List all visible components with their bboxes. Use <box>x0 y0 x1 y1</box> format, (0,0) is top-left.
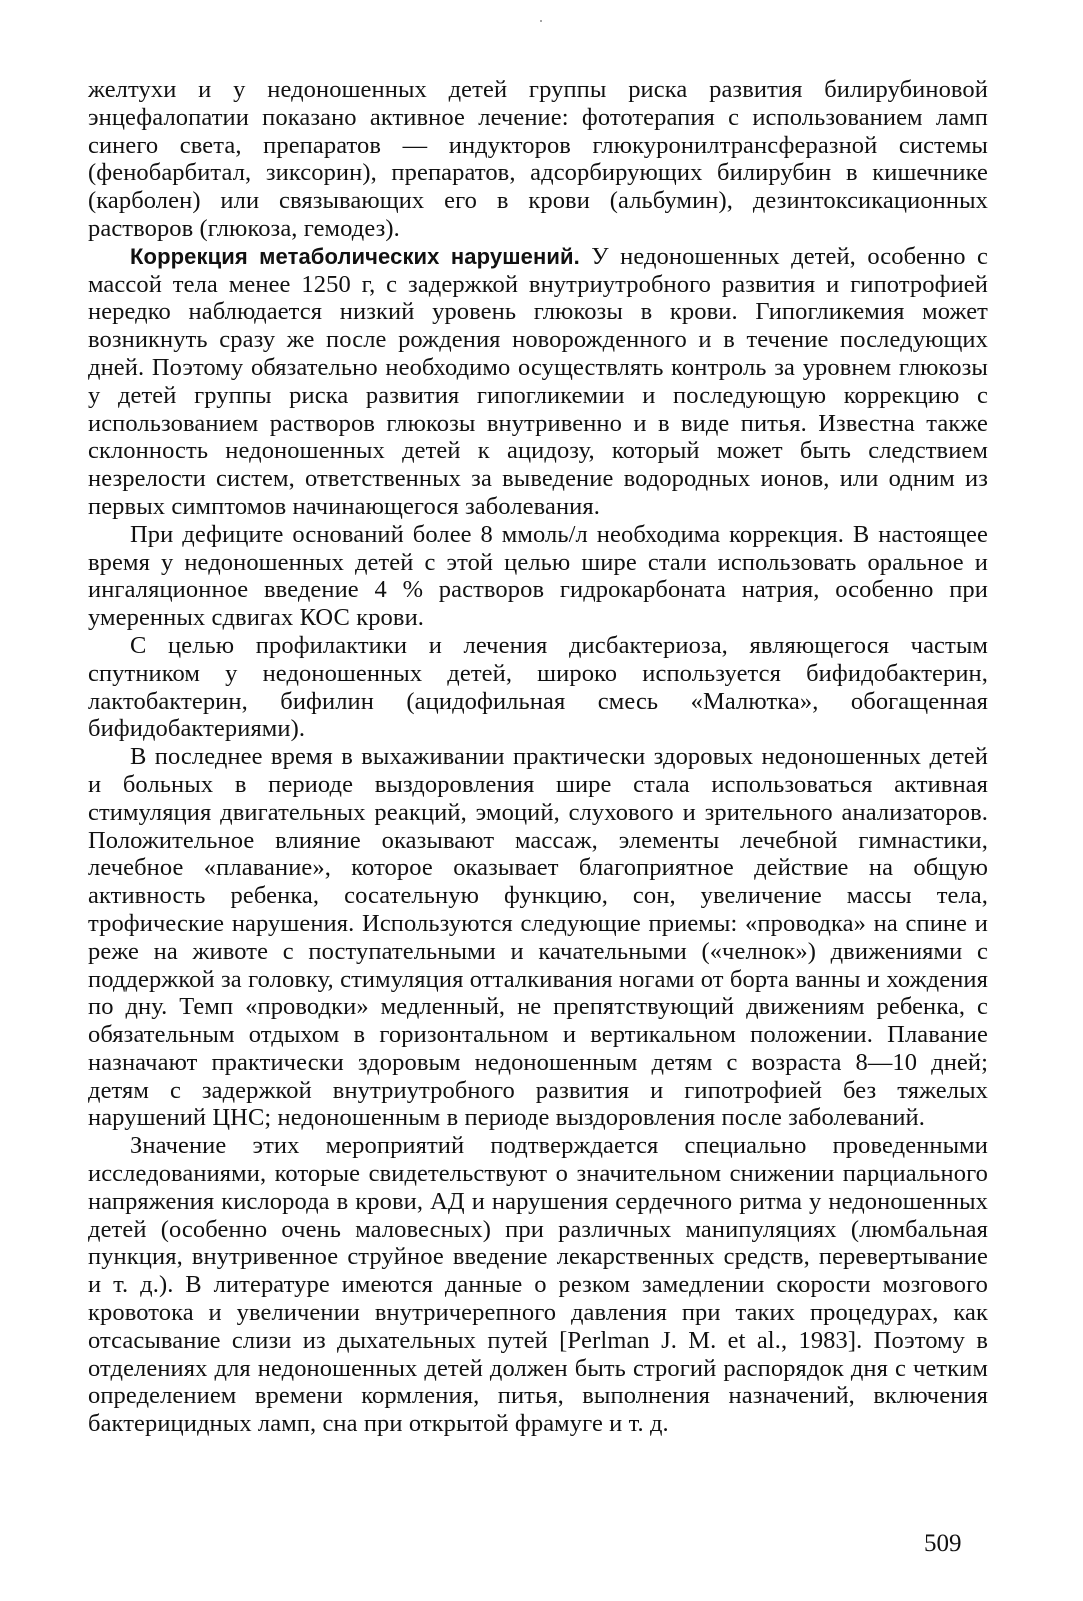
section-heading: Коррекция метаболических нарушений. <box>130 243 580 269</box>
paragraph-text: В последнее время в выхаживании практически здоровых недоношенных детей и больных в периоде выздоровления шире стала использоваться активная стимуляция двигательных реакций, эмоций, слухового и зрительного анализаторов. Положительное влияние оказывают массаж, элементы лечебной гимнастики, лечебное «плавание», которое оказывает благоприятное действие на общую активность ребенка, сосательную функцию, сон, увеличение массы тела, трофические нарушения. Используются следующие приемы: «проводка» на спине и реже на животе с поступательными и качательными («челнок») движениями с поддержкой за головку, стимуляция отталкивания ногами от борта ванны и хождения по дну. Темп «проводки» медленный, не препятствующий движениям ребенка, с обязательным отдыхом в горизонтальном и вертикальном положении. Плавание назначают практически здоровым недоношенным детям с возраста 8—10 дней; детям с задержкой внутриутробного развития и гипотрофией без тяжелых нарушений ЦНС; недоношенным в периоде выздоровления после заболеваний. <box>88 743 988 1132</box>
paragraph-significance <box>88 1132 988 1438</box>
paragraph-text: При дефиците оснований более 8 ммоль/л необходима коррекция. В настоящее время у недоношенных детей с этой целью шире стали использовать оральное и ингаляционное введение 4 % растворов гидрокарбоната натрия, особенно при умеренных сдвигах КОС крови. <box>88 520 988 632</box>
paragraph-jaundice-treatment <box>88 76 988 243</box>
paragraph-text: У недоношенных детей, особенно с массой тела менее 1250 г, с задержкой внутриутробного развития и гипотрофией нередко наблюдается низкий уровень глюкозы в крови. Гипогликемия может возникнуть сразу же после рождения новорожденного и в течение последующих дней. Поэтому обязательно необходимо осуществлять контроль за уровнем глюкозы у детей группы риска развития гипогликемии и последующую коррекцию с использованием растворов глюкозы внутривенно и в виде питья. Известна также склонность недоношенных детей к ацидозу, который может быть следствием незрелости систем, ответственных за выведение водородных ионов, или одним из первых симптомов начинающегося заболевания. <box>88 242 988 520</box>
scan-speck <box>540 20 542 22</box>
page-body <box>88 76 988 1438</box>
paragraph-base-deficit <box>88 521 988 632</box>
paragraph-metabolic-correction <box>88 243 988 521</box>
page-number: 509 <box>924 1530 962 1557</box>
paragraph-text: С целью профилактики и лечения дисбактериоза, являющегося частым спутником у недоношенных детей, широко используется бифидобактерин, лактобактерин, бифилин (ацидофильная смесь «Малютка», обогащенная бифидобактериями). <box>88 631 988 743</box>
paragraph-text: желтухи и у недоношенных детей группы риска развития билирубиновой энцефалопатии показано активное лечение: фототерапия с использованием ламп синего света, препаратов — индукторов глюкуронилтрансферазной системы (фенобарбитал, зиксорин), препаратов, адсорбирующих билирубин в кишечнике (карболен) или связывающих его в крови (альбумин), дезинтоксикационных растворов (глюкоза, гемодез). <box>88 76 988 242</box>
paragraph-stimulation <box>88 743 988 1132</box>
paragraph-text: Значение этих мероприятий подтверждается специально проведенными исследованиями, которые свидетельствуют о значительном снижении парциального напряжения кислорода в крови, АД и нарушения сердечного ритма у недоношенных детей (особенно очень маловесных) при различных манипуляциях (люмбальная пункция, внутривенное струйное введение лекарственных средств, перевертывание и т. д.). В литературе имеются данные о резком замедлении скорости мозгового кровотока и увеличении внутричерепного давления при таких процедурах, как отсасывание слизи из дыхательных путей [Perlman J. M. et al., 1983]. Поэтому в отделениях для недоношенных детей должен быть строгий распорядок дня с четким определением времени кормления, питья, выполнения назначений, включения бактерицидных ламп, сна при открытой фрамуге и т. д. <box>88 1132 988 1438</box>
paragraph-dysbacteriosis <box>88 632 988 743</box>
